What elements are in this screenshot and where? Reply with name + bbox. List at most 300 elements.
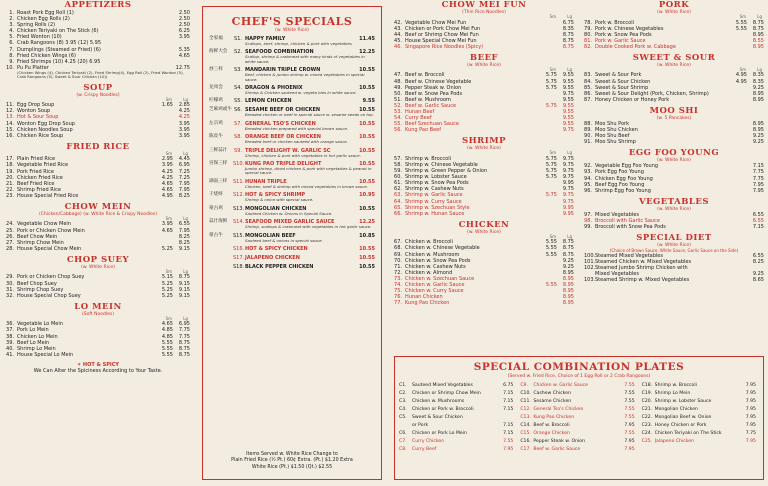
item-name: Sweet & Sour Shrimp — [595, 84, 649, 91]
item-code: S10. — [233, 161, 245, 168]
menu-item — [6, 193, 190, 199]
item-number: 36. — [6, 321, 14, 328]
item-price-small: 4.65 — [161, 321, 173, 328]
item-number: 50. — [394, 90, 402, 97]
combo-name: Mongolian Chicken — [654, 407, 698, 412]
menu-item — [6, 293, 190, 299]
size-label: Lg — [183, 150, 188, 156]
item-price: 10.55 — [359, 254, 375, 261]
item-name: Chicken or Pork Chow Mei Fun — [405, 25, 481, 32]
menu-item — [584, 277, 764, 283]
item-name: Beef Fried Rice — [17, 180, 55, 187]
item-price-large: 9.25 — [562, 263, 574, 270]
item-price-small: 5.75 — [545, 192, 557, 199]
combo-name: Chicken or Pork w. Broccoli — [412, 407, 474, 412]
item-name: Shrimp w. Snow Pea Pods — [405, 180, 469, 187]
item-number: 63. — [394, 192, 402, 199]
item-price-small: 5.55 — [161, 345, 173, 352]
item-number: 84. — [584, 78, 592, 85]
item-number: 7. — [9, 46, 14, 53]
item-number: 94. — [584, 175, 592, 182]
item-code: S6. — [234, 107, 242, 114]
item-price-small: 5.25 — [161, 280, 173, 287]
combo-price: 7.95 — [503, 447, 514, 452]
item-name: Wonton Egg Drop Soup — [17, 120, 75, 127]
item-description: Scallops, beef, shrimp, chicken & pork with vegetables — [245, 41, 352, 46]
item-description: Breaded beef or chicken sauteed with orange sauce. — [245, 139, 348, 145]
item-name: Pu Pu Platter — [17, 64, 49, 71]
item-price-small: 5.75 — [545, 162, 557, 168]
item-name: Beef Lo Mein — [17, 339, 50, 346]
item-number: 19. — [6, 168, 14, 175]
combo-price: 7.95 — [624, 439, 635, 444]
section-title: SWEET & SOUR — [632, 52, 716, 63]
item-price-small: 1.65 — [161, 102, 173, 109]
item-number: 45. — [394, 37, 402, 44]
section-title: PORK — [658, 0, 690, 10]
combo-price: 7.95 — [745, 391, 756, 396]
item-number: 93. — [584, 169, 592, 176]
item-code: S1. — [234, 36, 242, 42]
item-price-large: 8.95 — [562, 275, 574, 282]
menu-section — [394, 136, 574, 216]
combo-name: Sweet & Sour Chicken — [412, 415, 463, 420]
section-title: SPECIAL DIET — [636, 233, 712, 244]
item-price-large: 8.95 — [562, 269, 574, 276]
chinese-name: 蒙古鸡 — [209, 205, 223, 211]
item-price: 3.95 — [178, 34, 190, 41]
item-number: 65. — [394, 204, 402, 211]
item-name: Curry Beef — [405, 115, 432, 122]
combo-price: 7.95 — [745, 399, 756, 404]
item-number: 37. — [6, 327, 14, 334]
item-number: 95. — [584, 181, 592, 188]
item-name: Steamed Chicken w. Mixed Vegetables — [595, 259, 692, 266]
menu-item — [584, 44, 764, 50]
item-number: 58. — [394, 162, 402, 168]
item-price-large: 9.75 — [562, 174, 574, 181]
item-price-small: 5.75 — [545, 78, 557, 85]
section-title: CHICKEN — [458, 219, 510, 230]
item-price-large: 9.15 — [178, 292, 190, 299]
item-name: Hot & Sour Soup — [17, 114, 59, 121]
menu-section — [6, 142, 190, 199]
combo-price — [499, 414, 516, 422]
item-name: Pork Lo Mein — [17, 327, 49, 334]
item-name: Sweet & Sour Pork — [595, 72, 642, 79]
item-name: GENERAL TSO'S CHICKEN — [245, 120, 316, 127]
item-number: 71. — [394, 263, 402, 270]
combo-price: 7.55 — [624, 399, 635, 404]
item-price-small: 5.75 — [545, 155, 557, 162]
item-price-large: 8.95 — [562, 294, 574, 301]
item-name: Chicken w. Chinese Vegetable — [405, 245, 480, 252]
item-number: 96. — [584, 187, 592, 194]
item-number: 102. — [584, 265, 596, 272]
item-number: 1. — [9, 10, 14, 16]
size-label: Sm — [549, 66, 556, 72]
menu-item — [6, 133, 190, 139]
item-title-row — [245, 264, 375, 270]
item-name: Plain Fried Rice — [17, 156, 56, 163]
chinese-name: 宫保三样 — [209, 161, 228, 167]
item-number: 89. — [584, 127, 592, 134]
combo-name: Beef w. Broccoli — [533, 423, 570, 428]
chinese-name: 全家福 — [209, 36, 223, 41]
size-label: Sm — [549, 233, 556, 239]
combo-item — [642, 390, 759, 398]
item-price-small: 5.75 — [545, 102, 557, 109]
chef-special-item — [209, 219, 375, 229]
item-price-small: 4.95 — [735, 72, 747, 79]
item-number: 40. — [6, 345, 14, 352]
item-description: Shrimp, scallops & crabmeat with vegetables in hot garlic sauce. — [245, 224, 372, 230]
section-subtitle: (Soft Noodles) — [82, 311, 114, 317]
combo-item — [399, 438, 516, 446]
item-code: S18. — [233, 263, 245, 270]
chef-special-item — [209, 98, 375, 104]
combo-price: 7.15 — [503, 399, 514, 404]
item-price-large: 8.95 — [562, 288, 574, 295]
combo-name: Mongolian Beef w. Onion — [654, 415, 712, 420]
item-name: BLACK PEPPER CHICKEN — [245, 263, 314, 270]
item-number: 13. — [6, 114, 14, 121]
combo-price: 7.95 — [745, 415, 756, 420]
item-name: Pork or Chicken Chop Suey — [17, 274, 85, 281]
chef-special-item — [209, 148, 375, 158]
combo-price: 7.55 — [624, 407, 635, 412]
item-price-small — [730, 44, 747, 50]
item-number: 24. — [6, 221, 14, 228]
item-price: 10.55 — [359, 107, 375, 114]
item-description: Sauteed beef & onions in special sauce. — [245, 237, 323, 243]
item-price-large: 2.85 — [178, 102, 190, 109]
item-price-small: 4.25 — [161, 174, 173, 181]
item-price-large: 9.55 — [562, 72, 574, 79]
item-price-small: 5.25 — [161, 245, 173, 252]
item-price-large: 8.75 — [178, 351, 190, 358]
item-number: 92. — [584, 163, 592, 170]
item-name: MONGOLIAN CHICKEN — [245, 205, 307, 212]
item-price-large: 8.95 — [752, 90, 764, 97]
item-name: Steamed Mixed Vegetables — [595, 253, 663, 260]
item-description: Scallop, shrimp & crabmeat with many kinds of vegetables in white sauce. — [245, 54, 365, 64]
item-price-small: 4.85 — [161, 333, 173, 340]
item-price-large: 9.25 — [562, 257, 574, 264]
size-label: Sm — [165, 96, 172, 102]
menu-item — [394, 127, 574, 133]
item-name: Chicken w. Mushroom — [405, 251, 460, 258]
item-number: 42. — [394, 19, 402, 26]
item-number: 44. — [394, 31, 402, 38]
item-name: Shrimp Fried Rice — [17, 186, 61, 193]
item-code: S11. — [233, 178, 245, 185]
section-title: CHOP SUEY — [66, 254, 130, 265]
item-number: 61. — [394, 180, 402, 187]
item-description: Shrimp & Chicken sauteed w. vegeta bles in white sauce. — [245, 90, 357, 96]
chinese-name: 左宗鸡 — [209, 120, 223, 126]
item-price-large: 8.75 — [562, 31, 574, 38]
item-name: SEAFOOD MIXED GARLIC SAUCE — [245, 219, 335, 226]
combo-code: C13. — [520, 415, 531, 420]
item-number: 99. — [584, 223, 592, 230]
item-name: HOT & SPICY CHICKEN — [245, 245, 308, 252]
item-name: Chicken Rice Soup — [17, 132, 64, 139]
item-number: 12. — [6, 108, 14, 115]
item-price-large: 8.95 — [562, 282, 574, 288]
section-title: CHOW MEI FUN — [441, 0, 527, 10]
item-price-small: 5.55 — [545, 282, 557, 288]
menu-item — [584, 188, 764, 194]
item-price-large: 8.75 — [562, 239, 574, 246]
item-code: S9. — [234, 147, 242, 154]
item-price-large: 7.95 — [178, 227, 190, 234]
item-name: Hunan Chicken — [405, 294, 443, 301]
menu-section — [6, 255, 190, 299]
item-name: Beef w. Mushroom — [405, 96, 451, 103]
section-title: MOO SHI — [649, 105, 699, 116]
combo-price: 7.95 — [745, 423, 756, 428]
item-price-large: 9.25 — [752, 84, 764, 91]
item-name: Kung Pao Chicken — [405, 300, 450, 307]
combo-name: Chicken Teriyaki on The Stick — [654, 431, 722, 436]
item-number: 49. — [394, 84, 402, 91]
item-number: 67. — [394, 239, 402, 246]
combo-code: C3. — [399, 399, 407, 404]
item-body — [245, 49, 375, 64]
item-price-large: 9.75 — [562, 127, 574, 134]
chefs-specials-box — [202, 6, 382, 480]
item-price-large: 8.75 — [562, 245, 574, 252]
item-price-small: 5.15 — [161, 274, 173, 281]
item-price-large: 9.75 — [562, 168, 574, 175]
item-price: 4.65 — [178, 52, 190, 59]
item-body — [245, 255, 375, 261]
item-name: Shrimp w. Curry Sauce — [405, 198, 462, 205]
menu-section — [584, 0, 764, 50]
chinese-name: 陈皮牛 — [209, 134, 223, 140]
item-price: 8.95 — [752, 120, 764, 127]
item-price-small: 5.55 — [545, 239, 557, 246]
item-name: Steamed Shrimp w. Mixed Vegetables — [595, 277, 690, 284]
item-code: S2. — [234, 49, 242, 56]
chef-special-item — [209, 85, 375, 95]
combo-code: C5. — [399, 415, 407, 420]
item-body — [245, 121, 375, 131]
combo-code: C25. — [641, 439, 653, 444]
item-body — [245, 192, 375, 202]
combo-name: Curry Chicken — [412, 439, 445, 444]
menu-column-4 — [584, 0, 764, 358]
combo-price: 6.75 — [503, 383, 514, 388]
item-name: House Special Chow Mein — [17, 245, 82, 252]
item-name: Mixed Vegetables — [595, 211, 639, 218]
combo-item — [399, 414, 516, 422]
item-name: Chicken w. Szechuan Sauce — [405, 275, 475, 282]
item-number: 81. — [584, 37, 592, 44]
item-price-large: 9.55 — [562, 102, 574, 109]
item-price-small — [540, 127, 557, 133]
item-price: 10.55 — [359, 263, 375, 270]
item-name: Shrimp Chow Mein — [17, 239, 64, 246]
combo-item — [642, 406, 759, 414]
item-price-large: 9.75 — [562, 186, 574, 193]
item-title-row — [245, 255, 375, 261]
item-price-large: 8.35 — [752, 72, 764, 79]
item-name: Pork w. Broccoli — [595, 19, 635, 26]
combo-code: C17. — [520, 447, 531, 452]
item-number: 98. — [584, 217, 592, 224]
item-number: 62. — [394, 186, 402, 193]
item-name: Beef Chow Mein — [17, 233, 58, 240]
item-name: Fried Chicken Wings (6) — [17, 52, 76, 59]
item-price: 7.95 — [752, 187, 764, 194]
item-number: 66. — [394, 210, 402, 217]
item-title-row — [245, 246, 375, 252]
item-name: Pork w. Snow Pea Pods — [595, 31, 652, 38]
size-label: Lg — [757, 66, 762, 72]
item-price: 10.95 — [359, 192, 375, 199]
item-number: 31. — [6, 286, 14, 293]
size-label: Lg — [757, 14, 762, 19]
section-title: SHRIMP — [461, 136, 506, 147]
item-price-large: 8.75 — [562, 43, 574, 50]
combo-code: C19. — [641, 391, 653, 396]
item-code: S8. — [234, 134, 242, 141]
spacer — [394, 306, 574, 309]
item-name: Chicken Egg Foo Young — [595, 175, 653, 182]
item-number: 4. — [9, 28, 14, 35]
size-label: Sm — [549, 14, 556, 19]
combo-name: Beef w. Garlic Sauce — [533, 447, 581, 452]
item-price-small: 5.25 — [161, 292, 173, 299]
hot-spicy-label: ✶ HOT & SPICY — [76, 361, 120, 368]
combo-price: 7.55 — [503, 439, 514, 444]
combo-item — [642, 422, 759, 430]
item-price-large: 8.25 — [178, 233, 190, 240]
item-price-large: 6.95 — [178, 321, 190, 328]
item-name: Chicken w. Almond — [405, 269, 453, 276]
combo-code: C8. — [399, 447, 407, 452]
item-price-small: 4.95 — [735, 78, 747, 85]
item-body — [245, 161, 375, 176]
item-number: 55. — [394, 121, 402, 128]
menu-item — [394, 300, 574, 306]
item-price: 12.25 — [359, 49, 375, 56]
item-name: Shrimp w. Broccoli — [405, 155, 452, 162]
combo-item — [520, 390, 637, 398]
item-price: 10.55 — [359, 85, 375, 92]
item-name: Chicken w. Snow Pea Pods — [405, 257, 471, 264]
item-number: 41. — [6, 351, 14, 358]
item-name: Shrimp Egg Foo Young — [595, 187, 651, 194]
item-price: 10.55 — [359, 134, 375, 141]
menu-section — [394, 53, 574, 133]
item-number: 91. — [584, 139, 592, 146]
item-number: 20. — [6, 174, 14, 181]
item-number: 46. — [394, 43, 402, 50]
item-description: Shrimp & onion with special sauce. — [245, 197, 314, 203]
section-subtitle: (w. White Rice) — [467, 146, 501, 152]
item-name: Beef w. Snow Pea Pods — [405, 90, 463, 97]
item-price-large: 9.75 — [562, 192, 574, 199]
item-number: 29. — [6, 274, 14, 281]
item-title-row — [245, 98, 375, 104]
combination-plates-title: SPECIAL COMBINATION PLATES — [473, 361, 685, 373]
item-name: SEAFOOD COMBINATION — [245, 49, 314, 56]
item-name: Chicken Egg Rolls (2) — [17, 16, 70, 23]
item-number: 28. — [6, 245, 14, 252]
chef-special-item — [209, 107, 375, 117]
item-number: 48. — [394, 78, 402, 85]
item-price-small: 5.55 — [161, 351, 173, 358]
item-price-large: 6.75 — [562, 19, 574, 26]
item-name: Hunan Beef — [405, 109, 435, 116]
combo-price: 7.55 — [624, 383, 635, 388]
menu-section — [584, 233, 764, 283]
item-price-large: 8.35 — [752, 78, 764, 85]
item-price-large: 9.15 — [178, 286, 190, 293]
item-price-small: 5.75 — [545, 72, 557, 79]
item-number: 83. — [584, 72, 592, 79]
item-price-small: 4.65 — [161, 180, 173, 187]
section-subtitle: (w. White Rice) — [657, 62, 691, 68]
chinese-name: 芝麻鸡或牛 — [209, 107, 232, 113]
item-number: 52. — [394, 102, 402, 109]
item-name: Steamed Jumbo Shrimp Chicken with — [595, 265, 688, 272]
combo-code: C4. — [399, 407, 407, 412]
item-price-large: 8.95 — [562, 300, 574, 307]
combination-plates-box — [394, 356, 764, 480]
item-name: Moo Shu Shrimp — [595, 139, 636, 146]
section-subtitle: (w. White Rice) — [657, 158, 691, 164]
item-number: 79. — [584, 25, 592, 32]
section-subtitle: (w. White Rice) — [657, 243, 691, 249]
item-price-large: 9.55 — [562, 96, 574, 103]
combo-price: 7.95 — [745, 383, 756, 388]
section-note: (Choice of Brown Sauce, White Sauce, Garlic Sauce on the Side) — [609, 248, 739, 254]
item-price-large: 6.95 — [178, 162, 190, 169]
item-body — [245, 246, 375, 252]
item-name: DRAGON & PHOENIX — [245, 85, 303, 92]
combo-name: Sauteed Mixed Vegetables — [412, 383, 473, 388]
section-subtitle: (w. White Rice) — [467, 62, 501, 68]
item-number: 11. — [6, 102, 14, 109]
item-price: 12.75 — [175, 64, 190, 71]
item-price-small — [540, 211, 557, 217]
item-name: Pork w. Chinese Vegetables — [595, 25, 664, 32]
item-number: 27. — [6, 239, 14, 246]
item-price-small: 4.65 — [161, 227, 173, 234]
menu-column-1 — [6, 0, 190, 486]
item-price-large: 9.15 — [178, 280, 190, 287]
item-price-large: 9.55 — [562, 84, 574, 91]
item-name: Beef w. Garlic Sauce — [405, 102, 457, 109]
item-price-large: 7.95 — [178, 186, 190, 193]
item-price: 8.25 — [752, 259, 764, 266]
size-label: Lg — [567, 150, 572, 156]
combo-price: 7.15 — [503, 391, 514, 396]
item-price-large: 9.55 — [562, 109, 574, 116]
item-price: 7.75 — [752, 175, 764, 182]
chef-special-item — [209, 206, 375, 216]
combo-name: Chicken w. Mushrooms — [412, 399, 465, 404]
combo-name: Sesame Chicken — [533, 399, 572, 404]
menu-item — [584, 97, 764, 103]
item-body — [245, 264, 375, 270]
item-name: Broccoli with Snow Pea Pods — [595, 223, 666, 230]
combo-item — [520, 382, 637, 390]
